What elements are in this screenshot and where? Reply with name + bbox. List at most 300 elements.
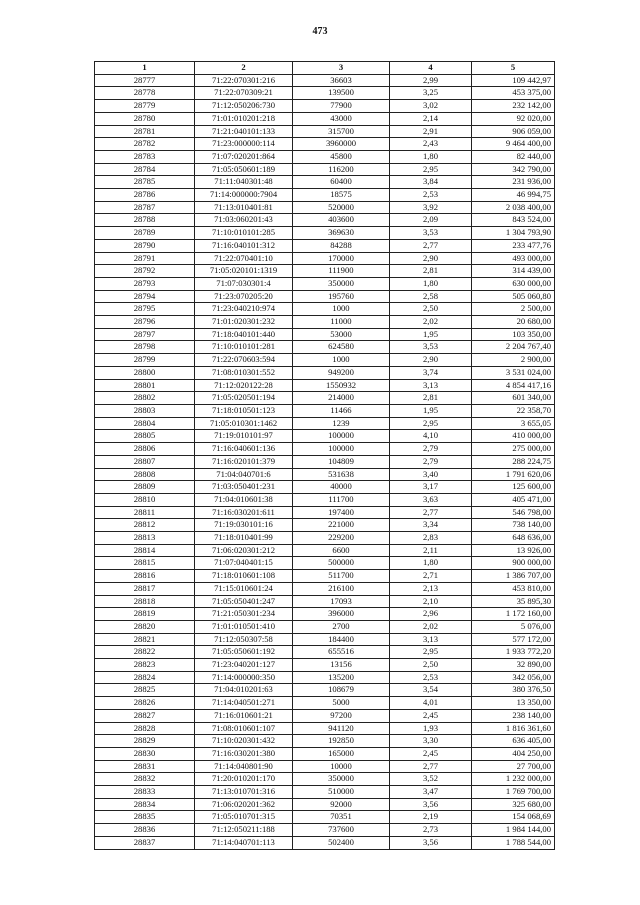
table-row [95,252,555,265]
value-cell: 103 350,00 [472,328,555,341]
rate-cell: 2,19 [390,811,472,824]
row-number-cell: 28835 [95,811,195,824]
row-number-cell: 28809 [95,481,195,494]
rate-cell: 1,95 [390,404,472,417]
table-row [95,239,555,252]
row-number-cell: 28798 [95,341,195,354]
table-row [95,760,555,773]
value-cell: 4 854 417,16 [472,379,555,392]
cadastral-number-cell: 71:04:040701:6 [195,468,293,481]
cadastral-number-cell: 71:21:050301:234 [195,608,293,621]
area-cell: 655516 [293,646,390,659]
table-row [95,316,555,329]
table-row [95,519,555,532]
row-number-cell: 28786 [95,189,195,202]
rate-cell: 3,54 [390,684,472,697]
rate-cell: 2,50 [390,303,472,316]
table-row [95,404,555,417]
value-cell: 1 232 000,00 [472,773,555,786]
row-number-cell: 28833 [95,786,195,799]
table-row [95,671,555,684]
value-cell: 314 439,00 [472,265,555,278]
area-cell: 192850 [293,735,390,748]
cadastral-number-cell: 71:12:050307:58 [195,633,293,646]
rate-cell: 3,63 [390,493,472,506]
area-cell: 520000 [293,201,390,214]
cadastral-number-cell: 71:16:040101:312 [195,239,293,252]
rate-cell: 1,93 [390,722,472,735]
cadastral-number-cell: 71:05:050401:247 [195,595,293,608]
table-row [95,608,555,621]
area-cell: 197400 [293,506,390,519]
table-row [95,163,555,176]
area-cell: 502400 [293,836,390,849]
table-row [95,824,555,837]
table-row [95,532,555,545]
row-number-cell: 28779 [95,100,195,113]
rate-cell: 2,95 [390,163,472,176]
rate-cell: 3,92 [390,201,472,214]
value-cell: 154 068,69 [472,811,555,824]
value-cell: 46 994,75 [472,189,555,202]
column-header-3: 3 [293,62,390,75]
row-number-cell: 28825 [95,684,195,697]
rate-cell: 2,58 [390,290,472,303]
rate-cell: 2,53 [390,189,472,202]
row-number-cell: 28789 [95,227,195,240]
area-cell: 1239 [293,417,390,430]
table-row [95,595,555,608]
area-cell: 165000 [293,747,390,760]
row-number-cell: 28830 [95,747,195,760]
row-number-cell: 28824 [95,671,195,684]
value-cell: 1 984 144,00 [472,824,555,837]
row-number-cell: 28793 [95,277,195,290]
area-cell: 737600 [293,824,390,837]
area-cell: 624580 [293,341,390,354]
area-cell: 1550932 [293,379,390,392]
value-cell: 1 172 160,00 [472,608,555,621]
area-cell: 135200 [293,671,390,684]
rate-cell: 2,45 [390,709,472,722]
table-row [95,74,555,87]
value-cell: 577 172,00 [472,633,555,646]
cadastral-number-cell: 71:19:010101:97 [195,430,293,443]
area-cell: 111700 [293,493,390,506]
area-cell: 108679 [293,684,390,697]
value-cell: 1 304 793,90 [472,227,555,240]
row-number-cell: 28791 [95,252,195,265]
row-number-cell: 28787 [95,201,195,214]
row-number-cell: 28778 [95,87,195,100]
table-row [95,290,555,303]
area-cell: 500000 [293,557,390,570]
value-cell: 35 895,30 [472,595,555,608]
table-row [95,265,555,278]
cadastral-number-cell: 71:23:040201:127 [195,659,293,672]
rate-cell: 2,45 [390,747,472,760]
row-number-cell: 28797 [95,328,195,341]
value-cell: 82 440,00 [472,150,555,163]
rate-cell: 2,50 [390,659,472,672]
cadastral-number-cell: 71:05:010701:315 [195,811,293,824]
rate-cell: 2,79 [390,455,472,468]
cadastral-number-cell: 71:07:040401:15 [195,557,293,570]
cadastral-number-cell: 71:19:030101:16 [195,519,293,532]
table-row [95,443,555,456]
cadastral-number-cell: 71:13:010701:316 [195,786,293,799]
table-row [95,697,555,710]
cadastral-number-cell: 71:16:030201:611 [195,506,293,519]
table-row [95,430,555,443]
row-number-cell: 28820 [95,620,195,633]
rate-cell: 1,80 [390,557,472,570]
value-cell: 906 059,00 [472,125,555,138]
rate-cell: 2,95 [390,646,472,659]
rate-cell: 2,81 [390,392,472,405]
cadastral-number-cell: 71:08:010601:107 [195,722,293,735]
cadastral-number-cell: 71:14:000000:350 [195,671,293,684]
row-number-cell: 28810 [95,493,195,506]
cadastral-number-cell: 71:07:020201:864 [195,150,293,163]
row-number-cell: 28827 [95,709,195,722]
row-number-cell: 28794 [95,290,195,303]
rate-cell: 2,14 [390,112,472,125]
value-cell: 3 655,05 [472,417,555,430]
table-row [95,493,555,506]
value-cell: 738 140,00 [472,519,555,532]
table-row [95,836,555,849]
land-registry-table [94,61,555,850]
value-cell: 1 791 620,06 [472,468,555,481]
cadastral-number-cell: 71:05:020501:194 [195,392,293,405]
value-cell: 288 224,75 [472,455,555,468]
row-number-cell: 28801 [95,379,195,392]
area-cell: 184400 [293,633,390,646]
rate-cell: 2,43 [390,138,472,151]
row-number-cell: 28811 [95,506,195,519]
cadastral-number-cell: 71:22:070301:216 [195,74,293,87]
page-number: 473 [312,26,328,37]
cadastral-number-cell: 71:23:000000:114 [195,138,293,151]
cadastral-number-cell: 71:11:040301:48 [195,176,293,189]
cadastral-number-cell: 71:22:070309:21 [195,87,293,100]
area-cell: 531638 [293,468,390,481]
row-number-cell: 28819 [95,608,195,621]
area-cell: 2700 [293,620,390,633]
row-number-cell: 28818 [95,595,195,608]
table-row [95,189,555,202]
value-cell: 2 900,00 [472,354,555,367]
value-cell: 27 700,00 [472,760,555,773]
row-number-cell: 28784 [95,163,195,176]
row-number-cell: 28780 [95,112,195,125]
rate-cell: 2,77 [390,760,472,773]
rate-cell: 4,01 [390,697,472,710]
table-row [95,277,555,290]
row-number-cell: 28777 [95,74,195,87]
cadastral-number-cell: 71:21:040101:133 [195,125,293,138]
row-number-cell: 28822 [95,646,195,659]
rate-cell: 3,56 [390,836,472,849]
value-cell: 648 636,00 [472,532,555,545]
value-cell: 92 020,00 [472,112,555,125]
rate-cell: 1,80 [390,277,472,290]
row-number-cell: 28806 [95,443,195,456]
row-number-cell: 28802 [95,392,195,405]
rate-cell: 3,02 [390,100,472,113]
rate-cell: 2,11 [390,544,472,557]
area-cell: 170000 [293,252,390,265]
cadastral-number-cell: 71:23:070205:20 [195,290,293,303]
value-cell: 109 442,97 [472,74,555,87]
row-number-cell: 28808 [95,468,195,481]
cadastral-number-cell: 71:14:000000:7904 [195,189,293,202]
table-row [95,620,555,633]
table-row [95,786,555,799]
value-cell: 5 076,00 [472,620,555,633]
table-row [95,735,555,748]
rate-cell: 3,13 [390,379,472,392]
area-cell: 13156 [293,659,390,672]
area-cell: 10000 [293,760,390,773]
table-row [95,570,555,583]
area-cell: 3960000 [293,138,390,151]
value-cell: 630 000,00 [472,277,555,290]
rate-cell: 2,90 [390,354,472,367]
table-row [95,773,555,786]
area-cell: 5000 [293,697,390,710]
rate-cell: 2,10 [390,595,472,608]
row-number-cell: 28781 [95,125,195,138]
value-cell: 342 056,00 [472,671,555,684]
value-cell: 325 680,00 [472,798,555,811]
cadastral-number-cell: 71:12:020122:28 [195,379,293,392]
value-cell: 125 600,00 [472,481,555,494]
rate-cell: 2,79 [390,443,472,456]
area-cell: 40000 [293,481,390,494]
table-row [95,150,555,163]
table-row [95,659,555,672]
column-header-5: 5 [472,62,555,75]
value-cell: 3 531 024,00 [472,366,555,379]
row-number-cell: 28790 [95,239,195,252]
cadastral-number-cell: 71:03:060201:43 [195,214,293,227]
value-cell: 20 680,00 [472,316,555,329]
row-number-cell: 28834 [95,798,195,811]
rate-cell: 2,77 [390,239,472,252]
rate-cell: 1,80 [390,150,472,163]
rate-cell: 2,02 [390,620,472,633]
area-cell: 116200 [293,163,390,176]
value-cell: 231 936,00 [472,176,555,189]
row-number-cell: 28832 [95,773,195,786]
cadastral-number-cell: 71:18:010401:99 [195,532,293,545]
rate-cell: 2,77 [390,506,472,519]
area-cell: 97200 [293,709,390,722]
rate-cell: 3,17 [390,481,472,494]
cadastral-number-cell: 71:03:050401:231 [195,481,293,494]
cadastral-number-cell: 71:07:030301:4 [195,277,293,290]
row-number-cell: 28782 [95,138,195,151]
rate-cell: 2,90 [390,252,472,265]
cadastral-number-cell: 71:04:010601:38 [195,493,293,506]
rate-cell: 2,53 [390,671,472,684]
area-cell: 18575 [293,189,390,202]
area-cell: 1000 [293,354,390,367]
value-cell: 843 524,00 [472,214,555,227]
area-cell: 949200 [293,366,390,379]
value-cell: 900 000,00 [472,557,555,570]
rate-cell: 2,73 [390,824,472,837]
rate-cell: 3,47 [390,786,472,799]
cadastral-number-cell: 71:10:020301:432 [195,735,293,748]
cadastral-number-cell: 71:10:010101:281 [195,341,293,354]
row-number-cell: 28804 [95,417,195,430]
rate-cell: 2,09 [390,214,472,227]
table-row [95,798,555,811]
area-cell: 53000 [293,328,390,341]
area-cell: 6600 [293,544,390,557]
value-cell: 342 790,00 [472,163,555,176]
table-row [95,112,555,125]
value-cell: 275 000,00 [472,443,555,456]
area-cell: 92000 [293,798,390,811]
cadastral-number-cell: 71:16:030201:380 [195,747,293,760]
row-number-cell: 28813 [95,532,195,545]
rate-cell: 3,53 [390,341,472,354]
row-number-cell: 28805 [95,430,195,443]
value-cell: 1 386 707,00 [472,570,555,583]
row-number-cell: 28817 [95,582,195,595]
rate-cell: 2,96 [390,608,472,621]
value-cell: 232 142,00 [472,100,555,113]
value-cell: 601 340,00 [472,392,555,405]
table-row [95,747,555,760]
cadastral-number-cell: 71:04:010201:63 [195,684,293,697]
value-cell: 238 140,00 [472,709,555,722]
area-cell: 84288 [293,239,390,252]
table-row [95,201,555,214]
row-number-cell: 28796 [95,316,195,329]
row-number-cell: 28783 [95,150,195,163]
row-number-cell: 28795 [95,303,195,316]
table-row [95,646,555,659]
cadastral-number-cell: 71:15:010601:24 [195,582,293,595]
row-number-cell: 28788 [95,214,195,227]
area-cell: 214000 [293,392,390,405]
area-cell: 104809 [293,455,390,468]
area-cell: 221000 [293,519,390,532]
value-cell: 404 250,00 [472,747,555,760]
table-row [95,138,555,151]
value-cell: 493 000,00 [472,252,555,265]
cadastral-number-cell: 71:18:040101:440 [195,328,293,341]
table-row [95,468,555,481]
table-row [95,455,555,468]
cadastral-number-cell: 71:16:010601:21 [195,709,293,722]
value-cell: 22 358,70 [472,404,555,417]
area-cell: 77900 [293,100,390,113]
area-cell: 36603 [293,74,390,87]
area-cell: 1000 [293,303,390,316]
table-row [95,811,555,824]
area-cell: 100000 [293,443,390,456]
table-row [95,354,555,367]
cadastral-number-cell: 71:01:010201:218 [195,112,293,125]
value-cell: 13 926,00 [472,544,555,557]
value-cell: 1 816 361,60 [472,722,555,735]
row-number-cell: 28836 [95,824,195,837]
rate-cell: 3,40 [390,468,472,481]
cadastral-number-cell: 71:22:070603:594 [195,354,293,367]
cadastral-number-cell: 71:13:010401:81 [195,201,293,214]
area-cell: 403600 [293,214,390,227]
value-cell: 2 500,00 [472,303,555,316]
cadastral-number-cell: 71:20:010201:170 [195,773,293,786]
rate-cell: 3,74 [390,366,472,379]
value-cell: 1 769 700,00 [472,786,555,799]
value-cell: 2 204 767,40 [472,341,555,354]
cadastral-number-cell: 71:01:020301:232 [195,316,293,329]
table-row [95,303,555,316]
rate-cell: 3,34 [390,519,472,532]
area-cell: 43000 [293,112,390,125]
cadastral-number-cell: 71:12:050211:188 [195,824,293,837]
area-cell: 195760 [293,290,390,303]
table-row [95,557,555,570]
row-number-cell: 28815 [95,557,195,570]
cadastral-number-cell: 71:01:010501:410 [195,620,293,633]
row-number-cell: 28821 [95,633,195,646]
row-number-cell: 28831 [95,760,195,773]
rate-cell: 4,10 [390,430,472,443]
cadastral-number-cell: 71:08:010301:552 [195,366,293,379]
value-cell: 453 375,00 [472,87,555,100]
row-number-cell: 28837 [95,836,195,849]
area-cell: 111900 [293,265,390,278]
table-row [95,379,555,392]
table-row [95,366,555,379]
area-cell: 216100 [293,582,390,595]
rate-cell: 3,25 [390,87,472,100]
rate-cell: 2,02 [390,316,472,329]
area-cell: 396000 [293,608,390,621]
rate-cell: 3,30 [390,735,472,748]
row-number-cell: 28816 [95,570,195,583]
cadastral-number-cell: 71:06:020201:362 [195,798,293,811]
cadastral-number-cell: 71:23:040210:974 [195,303,293,316]
rate-cell: 2,13 [390,582,472,595]
value-cell: 1 933 772,20 [472,646,555,659]
value-cell: 233 477,76 [472,239,555,252]
row-number-cell: 28807 [95,455,195,468]
table-row [95,684,555,697]
area-cell: 350000 [293,277,390,290]
row-number-cell: 28800 [95,366,195,379]
row-number-cell: 28785 [95,176,195,189]
table-row [95,176,555,189]
cadastral-number-cell: 71:22:070401:10 [195,252,293,265]
rate-cell: 2,91 [390,125,472,138]
area-cell: 100000 [293,430,390,443]
cadastral-number-cell: 71:12:050206:730 [195,100,293,113]
value-cell: 546 798,00 [472,506,555,519]
row-number-cell: 28812 [95,519,195,532]
column-header-2: 2 [195,62,293,75]
area-cell: 315700 [293,125,390,138]
table-row [95,481,555,494]
